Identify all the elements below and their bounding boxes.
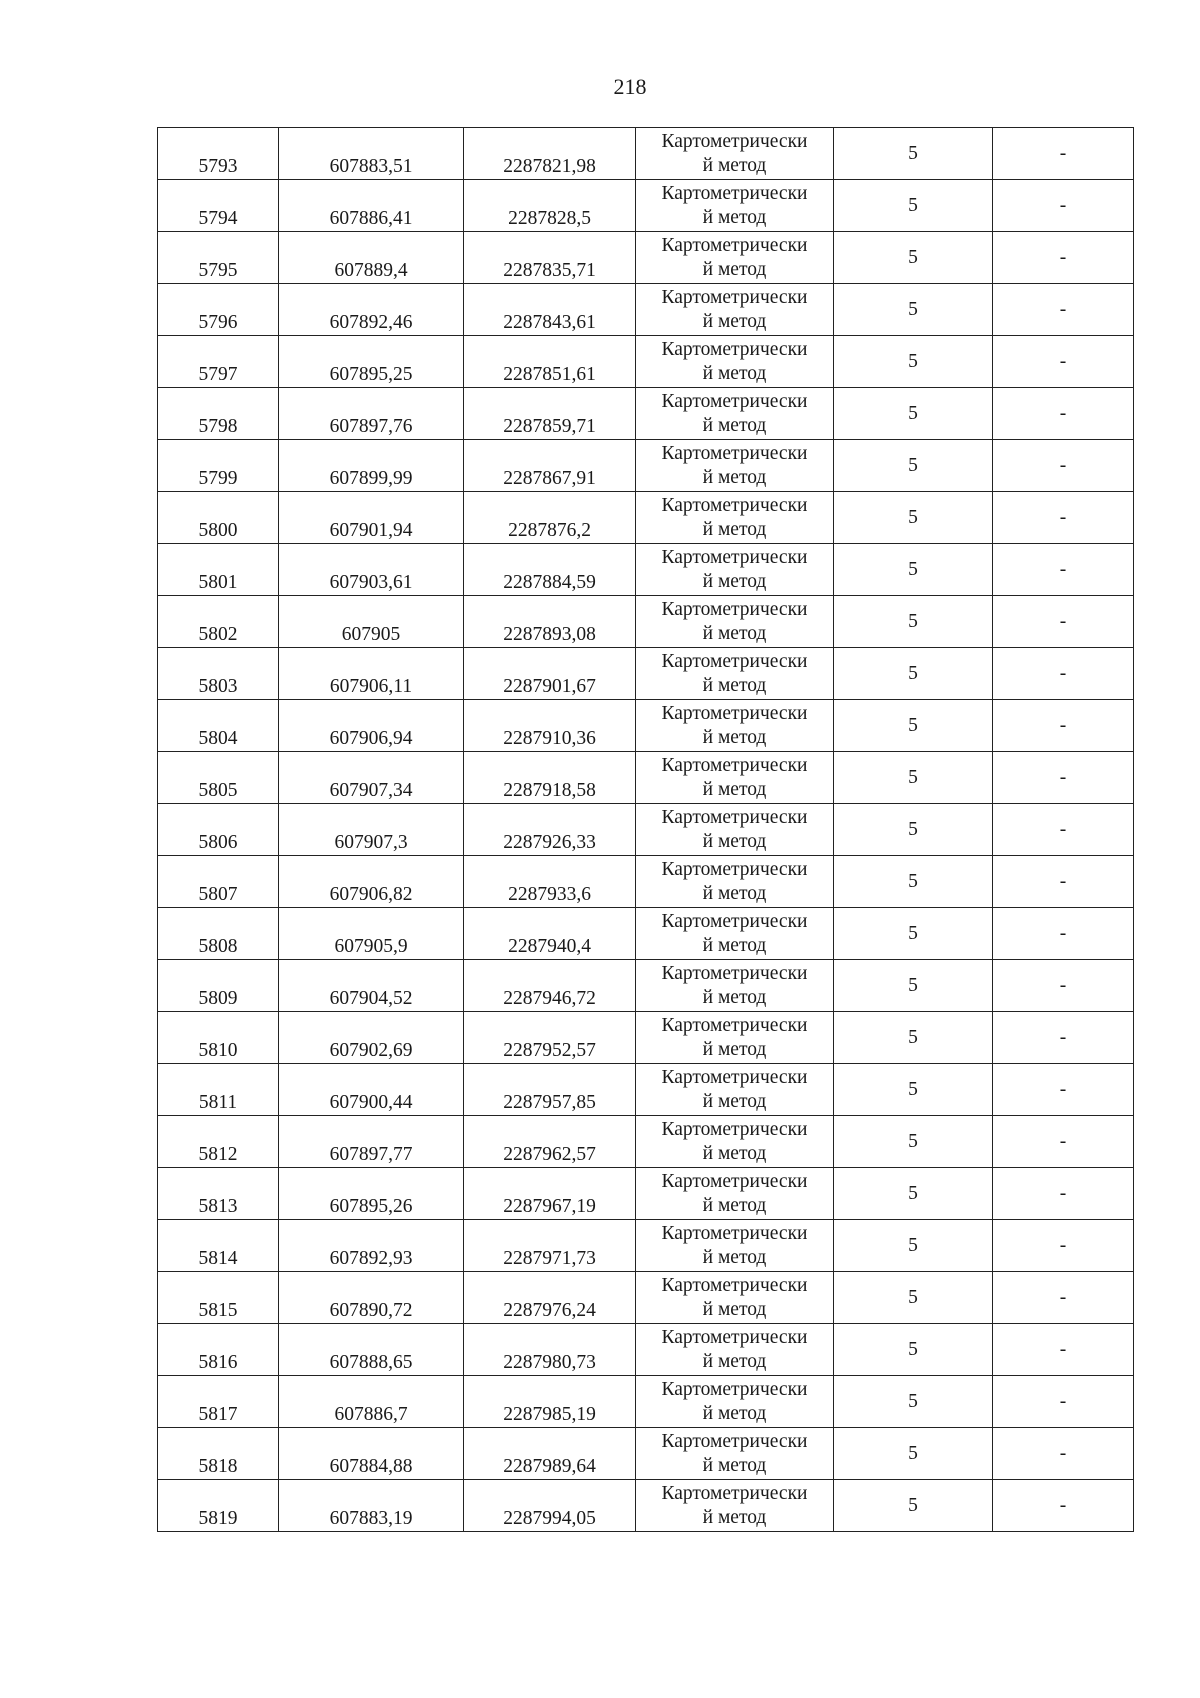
- point-number-cell: 5806: [158, 804, 279, 856]
- method-line-1: Картометрически: [661, 494, 808, 516]
- note-cell: -: [993, 544, 1134, 596]
- method-line-2: й метод: [702, 466, 767, 488]
- x-coordinate-cell: 607895,26: [279, 1168, 464, 1220]
- accuracy-cell: 5: [834, 544, 993, 596]
- coordinates-table: [157, 127, 1134, 1532]
- point-number-cell: 5800: [158, 492, 279, 544]
- accuracy-cell: 5: [834, 1428, 993, 1480]
- method-line-2: й метод: [702, 1090, 767, 1112]
- y-coordinate-cell: 2287980,73: [464, 1324, 636, 1376]
- method-line-1: Картометрически: [661, 1430, 808, 1452]
- method-cell: [636, 1272, 834, 1324]
- method-line-2: й метод: [702, 1454, 767, 1476]
- method-line-2: й метод: [702, 414, 767, 436]
- table-row: [158, 752, 1134, 804]
- method-cell: [636, 128, 834, 180]
- method-cell: [636, 960, 834, 1012]
- method-line-2: й метод: [702, 882, 767, 904]
- method-cell: [636, 596, 834, 648]
- table-row: [158, 908, 1134, 960]
- method-cell: [636, 1480, 834, 1532]
- note-cell: -: [993, 440, 1134, 492]
- method-cell: [636, 1116, 834, 1168]
- point-number-cell: 5798: [158, 388, 279, 440]
- table-row: [158, 1064, 1134, 1116]
- x-coordinate-cell: 607904,52: [279, 960, 464, 1012]
- note-cell: -: [993, 596, 1134, 648]
- method-cell: [636, 1064, 834, 1116]
- x-coordinate-cell: 607897,76: [279, 388, 464, 440]
- accuracy-cell: 5: [834, 1220, 993, 1272]
- method-line-2: й метод: [702, 154, 767, 176]
- point-number-cell: 5816: [158, 1324, 279, 1376]
- method-line-2: й метод: [702, 1194, 767, 1216]
- x-coordinate-cell: 607900,44: [279, 1064, 464, 1116]
- note-cell: -: [993, 232, 1134, 284]
- point-number-cell: 5802: [158, 596, 279, 648]
- table-row: [158, 284, 1134, 336]
- accuracy-cell: 5: [834, 1064, 993, 1116]
- y-coordinate-cell: 2287967,19: [464, 1168, 636, 1220]
- method-line-1: Картометрически: [661, 1326, 808, 1348]
- y-coordinate-cell: 2287985,19: [464, 1376, 636, 1428]
- method-line-2: й метод: [702, 362, 767, 384]
- method-line-2: й метод: [702, 258, 767, 280]
- point-number-cell: 5797: [158, 336, 279, 388]
- method-line-1: Картометрически: [661, 858, 808, 880]
- note-cell: -: [993, 1012, 1134, 1064]
- method-line-1: Картометрически: [661, 182, 808, 204]
- x-coordinate-cell: 607899,99: [279, 440, 464, 492]
- method-line-1: Картометрически: [661, 754, 808, 776]
- method-line-1: Картометрически: [661, 702, 808, 724]
- table-row: [158, 388, 1134, 440]
- y-coordinate-cell: 2287918,58: [464, 752, 636, 804]
- note-cell: -: [993, 752, 1134, 804]
- method-line-1: Картометрически: [661, 234, 808, 256]
- table-row: [158, 544, 1134, 596]
- note-cell: -: [993, 700, 1134, 752]
- table-row: [158, 804, 1134, 856]
- table-row: [158, 1376, 1134, 1428]
- method-line-1: Картометрически: [661, 910, 808, 932]
- note-cell: -: [993, 1272, 1134, 1324]
- method-cell: [636, 492, 834, 544]
- x-coordinate-cell: 607888,65: [279, 1324, 464, 1376]
- method-cell: [636, 1168, 834, 1220]
- table-row: [158, 1168, 1134, 1220]
- accuracy-cell: 5: [834, 804, 993, 856]
- accuracy-cell: 5: [834, 180, 993, 232]
- accuracy-cell: 5: [834, 1168, 993, 1220]
- method-cell: [636, 648, 834, 700]
- x-coordinate-cell: 607902,69: [279, 1012, 464, 1064]
- note-cell: -: [993, 1116, 1134, 1168]
- method-line-2: й метод: [702, 726, 767, 748]
- method-line-2: й метод: [702, 570, 767, 592]
- point-number-cell: 5808: [158, 908, 279, 960]
- note-cell: -: [993, 128, 1134, 180]
- accuracy-cell: 5: [834, 440, 993, 492]
- method-line-2: й метод: [702, 1142, 767, 1164]
- note-cell: -: [993, 856, 1134, 908]
- y-coordinate-cell: 2287867,91: [464, 440, 636, 492]
- x-coordinate-cell: 607883,51: [279, 128, 464, 180]
- x-coordinate-cell: 607905,9: [279, 908, 464, 960]
- y-coordinate-cell: 2287901,67: [464, 648, 636, 700]
- method-cell: [636, 1012, 834, 1064]
- y-coordinate-cell: 2287828,5: [464, 180, 636, 232]
- y-coordinate-cell: 2287835,71: [464, 232, 636, 284]
- x-coordinate-cell: 607884,88: [279, 1428, 464, 1480]
- method-line-2: й метод: [702, 830, 767, 852]
- x-coordinate-cell: 607906,82: [279, 856, 464, 908]
- table-row: [158, 1428, 1134, 1480]
- x-coordinate-cell: 607892,93: [279, 1220, 464, 1272]
- note-cell: -: [993, 1480, 1134, 1532]
- note-cell: -: [993, 1220, 1134, 1272]
- x-coordinate-cell: 607889,4: [279, 232, 464, 284]
- y-coordinate-cell: 2287957,85: [464, 1064, 636, 1116]
- table-row: [158, 596, 1134, 648]
- method-line-2: й метод: [702, 1298, 767, 1320]
- method-line-2: й метод: [702, 674, 767, 696]
- y-coordinate-cell: 2287851,61: [464, 336, 636, 388]
- method-cell: [636, 856, 834, 908]
- y-coordinate-cell: 2287976,24: [464, 1272, 636, 1324]
- method-cell: [636, 1220, 834, 1272]
- accuracy-cell: 5: [834, 700, 993, 752]
- coordinates-table-body: [158, 128, 1134, 1532]
- method-line-2: й метод: [702, 986, 767, 1008]
- note-cell: -: [993, 1428, 1134, 1480]
- method-cell: [636, 1428, 834, 1480]
- accuracy-cell: 5: [834, 128, 993, 180]
- method-line-1: Картометрически: [661, 286, 808, 308]
- x-coordinate-cell: 607907,3: [279, 804, 464, 856]
- point-number-cell: 5815: [158, 1272, 279, 1324]
- point-number-cell: 5794: [158, 180, 279, 232]
- note-cell: -: [993, 284, 1134, 336]
- note-cell: -: [993, 492, 1134, 544]
- method-cell: [636, 1324, 834, 1376]
- point-number-cell: 5819: [158, 1480, 279, 1532]
- accuracy-cell: 5: [834, 856, 993, 908]
- method-cell: [636, 232, 834, 284]
- table-row: [158, 960, 1134, 1012]
- y-coordinate-cell: 2287989,64: [464, 1428, 636, 1480]
- point-number-cell: 5804: [158, 700, 279, 752]
- accuracy-cell: 5: [834, 284, 993, 336]
- point-number-cell: 5795: [158, 232, 279, 284]
- method-line-1: Картометрически: [661, 130, 808, 152]
- y-coordinate-cell: 2287933,6: [464, 856, 636, 908]
- note-cell: -: [993, 1168, 1134, 1220]
- table-row: [158, 1220, 1134, 1272]
- x-coordinate-cell: 607905: [279, 596, 464, 648]
- method-line-2: й метод: [702, 1246, 767, 1268]
- note-cell: -: [993, 960, 1134, 1012]
- table-row: [158, 1012, 1134, 1064]
- point-number-cell: 5793: [158, 128, 279, 180]
- method-line-1: Картометрически: [661, 1014, 808, 1036]
- method-line-2: й метод: [702, 1506, 767, 1528]
- x-coordinate-cell: 607892,46: [279, 284, 464, 336]
- accuracy-cell: 5: [834, 752, 993, 804]
- point-number-cell: 5818: [158, 1428, 279, 1480]
- point-number-cell: 5801: [158, 544, 279, 596]
- y-coordinate-cell: 2287946,72: [464, 960, 636, 1012]
- accuracy-cell: 5: [834, 1272, 993, 1324]
- method-cell: [636, 388, 834, 440]
- method-line-1: Картометрически: [661, 806, 808, 828]
- method-cell: [636, 336, 834, 388]
- table-row: [158, 440, 1134, 492]
- point-number-cell: 5811: [158, 1064, 279, 1116]
- note-cell: -: [993, 804, 1134, 856]
- method-line-1: Картометрически: [661, 1170, 808, 1192]
- page-number: 218: [613, 74, 647, 99]
- point-number-cell: 5799: [158, 440, 279, 492]
- method-cell: [636, 908, 834, 960]
- y-coordinate-cell: 2287910,36: [464, 700, 636, 752]
- method-line-2: й метод: [702, 310, 767, 332]
- method-line-1: Картометрически: [661, 1482, 808, 1504]
- note-cell: -: [993, 1064, 1134, 1116]
- accuracy-cell: 5: [834, 1116, 993, 1168]
- method-cell: [636, 180, 834, 232]
- accuracy-cell: 5: [834, 232, 993, 284]
- accuracy-cell: 5: [834, 596, 993, 648]
- point-number-cell: 5809: [158, 960, 279, 1012]
- method-line-2: й метод: [702, 1350, 767, 1372]
- x-coordinate-cell: 607901,94: [279, 492, 464, 544]
- table-row: [158, 1116, 1134, 1168]
- point-number-cell: 5814: [158, 1220, 279, 1272]
- method-cell: [636, 700, 834, 752]
- method-line-1: Картометрически: [661, 1222, 808, 1244]
- table-row: [158, 128, 1134, 180]
- point-number-cell: 5812: [158, 1116, 279, 1168]
- y-coordinate-cell: 2287893,08: [464, 596, 636, 648]
- method-line-1: Картометрически: [661, 546, 808, 568]
- method-line-1: Картометрически: [661, 390, 808, 412]
- table-row: [158, 492, 1134, 544]
- method-cell: [636, 284, 834, 336]
- note-cell: -: [993, 1324, 1134, 1376]
- table-row: [158, 336, 1134, 388]
- x-coordinate-cell: 607895,25: [279, 336, 464, 388]
- method-line-1: Картометрически: [661, 962, 808, 984]
- method-cell: [636, 752, 834, 804]
- accuracy-cell: 5: [834, 1376, 993, 1428]
- x-coordinate-cell: 607903,61: [279, 544, 464, 596]
- method-line-1: Картометрически: [661, 650, 808, 672]
- note-cell: -: [993, 388, 1134, 440]
- method-line-2: й метод: [702, 518, 767, 540]
- x-coordinate-cell: 607886,7: [279, 1376, 464, 1428]
- point-number-cell: 5813: [158, 1168, 279, 1220]
- point-number-cell: 5796: [158, 284, 279, 336]
- x-coordinate-cell: 607906,11: [279, 648, 464, 700]
- x-coordinate-cell: 607897,77: [279, 1116, 464, 1168]
- method-line-2: й метод: [702, 622, 767, 644]
- note-cell: -: [993, 1376, 1134, 1428]
- note-cell: -: [993, 180, 1134, 232]
- table-row: [158, 232, 1134, 284]
- accuracy-cell: 5: [834, 492, 993, 544]
- table-row: [158, 1480, 1134, 1532]
- y-coordinate-cell: 2287876,2: [464, 492, 636, 544]
- method-line-1: Картометрически: [661, 1274, 808, 1296]
- x-coordinate-cell: 607890,72: [279, 1272, 464, 1324]
- y-coordinate-cell: 2287994,05: [464, 1480, 636, 1532]
- x-coordinate-cell: 607906,94: [279, 700, 464, 752]
- accuracy-cell: 5: [834, 1012, 993, 1064]
- accuracy-cell: 5: [834, 388, 993, 440]
- method-line-2: й метод: [702, 206, 767, 228]
- table-row: [158, 1272, 1134, 1324]
- method-cell: [636, 544, 834, 596]
- table-row: [158, 700, 1134, 752]
- method-cell: [636, 440, 834, 492]
- point-number-cell: 5805: [158, 752, 279, 804]
- y-coordinate-cell: 2287971,73: [464, 1220, 636, 1272]
- y-coordinate-cell: 2287962,57: [464, 1116, 636, 1168]
- method-line-1: Картометрически: [661, 442, 808, 464]
- method-line-2: й метод: [702, 934, 767, 956]
- note-cell: -: [993, 336, 1134, 388]
- table-row: [158, 180, 1134, 232]
- method-cell: [636, 1376, 834, 1428]
- accuracy-cell: 5: [834, 1480, 993, 1532]
- method-line-2: й метод: [702, 1038, 767, 1060]
- y-coordinate-cell: 2287926,33: [464, 804, 636, 856]
- y-coordinate-cell: 2287952,57: [464, 1012, 636, 1064]
- table-row: [158, 648, 1134, 700]
- table-row: [158, 856, 1134, 908]
- method-cell: [636, 804, 834, 856]
- y-coordinate-cell: 2287821,98: [464, 128, 636, 180]
- method-line-2: й метод: [702, 778, 767, 800]
- y-coordinate-cell: 2287884,59: [464, 544, 636, 596]
- y-coordinate-cell: 2287859,71: [464, 388, 636, 440]
- x-coordinate-cell: 607883,19: [279, 1480, 464, 1532]
- note-cell: -: [993, 648, 1134, 700]
- note-cell: -: [993, 908, 1134, 960]
- table-row: [158, 1324, 1134, 1376]
- y-coordinate-cell: 2287940,4: [464, 908, 636, 960]
- method-line-1: Картометрически: [661, 1378, 808, 1400]
- accuracy-cell: 5: [834, 960, 993, 1012]
- method-line-1: Картометрически: [661, 1066, 808, 1088]
- accuracy-cell: 5: [834, 336, 993, 388]
- point-number-cell: 5803: [158, 648, 279, 700]
- method-line-1: Картометрически: [661, 338, 808, 360]
- accuracy-cell: 5: [834, 908, 993, 960]
- point-number-cell: 5807: [158, 856, 279, 908]
- x-coordinate-cell: 607907,34: [279, 752, 464, 804]
- x-coordinate-cell: 607886,41: [279, 180, 464, 232]
- method-line-2: й метод: [702, 1402, 767, 1424]
- point-number-cell: 5810: [158, 1012, 279, 1064]
- accuracy-cell: 5: [834, 1324, 993, 1376]
- method-line-1: Картометрически: [661, 1118, 808, 1140]
- y-coordinate-cell: 2287843,61: [464, 284, 636, 336]
- accuracy-cell: 5: [834, 648, 993, 700]
- method-line-1: Картометрически: [661, 598, 808, 620]
- point-number-cell: 5817: [158, 1376, 279, 1428]
